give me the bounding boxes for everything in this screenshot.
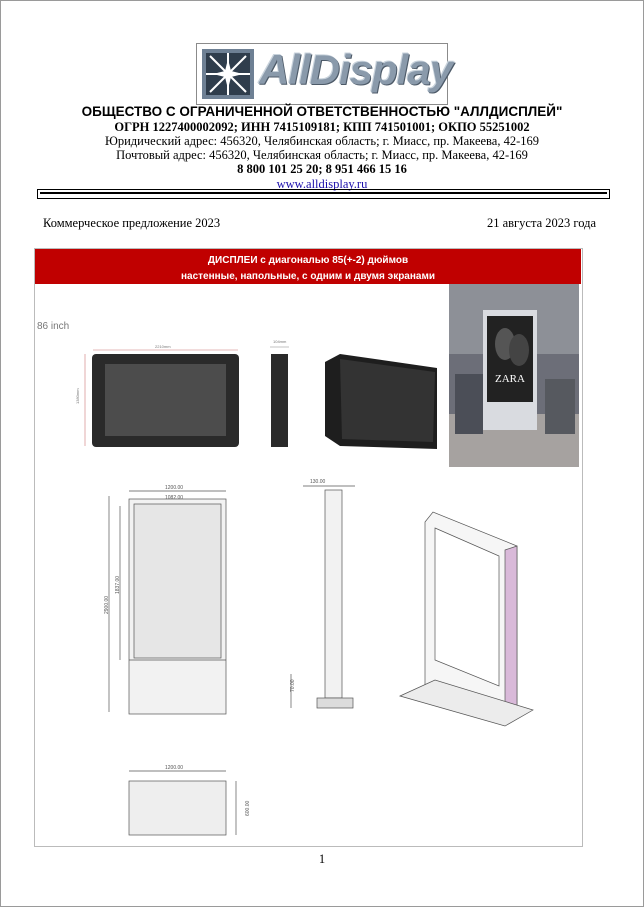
page-number: 1 [318,852,326,866]
stand-width-dim: 1200.00 [165,485,184,491]
logo-wordmark: AllDisplay [259,46,453,93]
installed-display-photo [449,284,579,467]
website-link[interactable]: www.alldisplay.ru [276,177,368,191]
size-label: 86 inch [37,321,70,332]
product-banner [35,249,581,284]
banner-subtitle: настенные, напольные, с одним и двумя экранами [180,271,436,282]
postal-address: Почтовый адрес: 456320, Челябинская область; г. Миасс, пр. Макеева, 42-169 [116,148,528,162]
offer-title: Коммерческое предложение 2023 [43,216,221,230]
wall-display-side [270,339,289,447]
base-height-dim: 70.00 [290,679,296,692]
legal-address: Юридический адрес: 456320, Челябинская область; г. Миасс, пр. Макеева, 42-169 [105,134,539,148]
technical-drawings [35,284,581,844]
base-depth-dim: 600.00 [245,800,251,816]
wall-depth-dim: 104mm [273,339,287,344]
floor-stand-front [109,491,226,714]
floor-stand-3d [400,512,533,726]
wall-display-3d [325,354,437,449]
offer-date: 21 августа 2023 года [486,216,596,230]
stand-height-dim: 2900.00 [104,595,110,614]
banner-title: ДИСПЛЕИ с диагональю 85(+-2) дюймов [207,255,409,266]
screen-width-dim: 1082.00 [165,495,184,501]
photo-brand: ZARA [495,373,525,385]
screen-height-dim: 1837.00 [115,575,121,594]
company-logo [196,43,453,105]
base-top-view [129,771,236,835]
wall-display-front [75,344,239,447]
company-name: ОБЩЕСТВО С ОГРАНИЧЕННОЙ ОТВЕТСТВЕННОСТЬЮ "АЛЛДИСПЛЕЙ" [81,104,563,119]
registration-numbers: ОГРН 1227400002092; ИНН 7415109181; КПП 741501001; ОКПО 55251002 [114,120,530,134]
header-divider [37,189,610,199]
phone-numbers: 8 800 101 25 20; 8 951 466 15 16 [237,162,407,176]
wall-width-dim: 2210mm [155,344,171,349]
stand-depth-dim: 130.00 [310,479,326,485]
floor-stand-side [291,486,355,708]
wall-height-dim: 1380mm [75,388,80,404]
star-logo-icon [198,45,258,103]
base-width-dim: 1200.00 [165,765,184,771]
